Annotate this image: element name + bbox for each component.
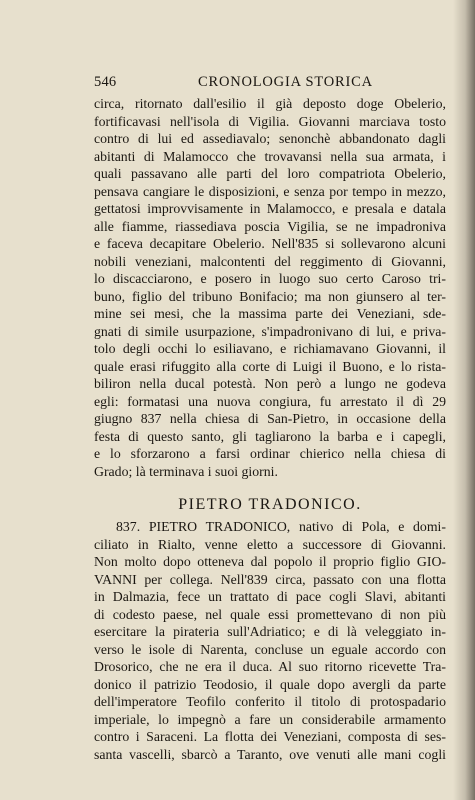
- text-line: contro i Saraceni. La flotta dei Veneziani, composta di ses-: [94, 729, 446, 744]
- text-line: Non molto dopo otteneva dal popolo il proprio figlio GIO-: [94, 554, 446, 569]
- page-number: 546: [94, 74, 117, 90]
- text-line: Grado; là terminava i suoi giorni.: [94, 463, 278, 479]
- gutter-shadow: [453, 0, 475, 800]
- text-line: mine sei mesi, che la massima parte dei Veneziani, sde-: [94, 306, 446, 321]
- text-line: donico il patrizio Teodosio, il quale dopo avergli da parte: [94, 676, 446, 692]
- text-line: gettatosi improvvisamente in Malamocco, e presala e datala: [94, 201, 446, 216]
- page-header: [94, 74, 446, 94]
- text-line: biliron nella ducal potestà. Non però a lungo ne godeva: [94, 376, 446, 391]
- text-line: gnati di simile usurpazione, s'impadronivano di lui, e priva-: [94, 323, 446, 339]
- text-line: dell'imperatore Teofilo conferito il titolo di protospadario: [94, 694, 446, 709]
- text-line: VANNI per collega. Nell'839 circa, passato con una flotta: [94, 571, 446, 587]
- text-line: e lo sforzarono a farsi ordinar chierico nella chiesa di: [94, 446, 446, 461]
- text-line: santa vascelli, sbarcò a Taranto, ove venuti alle mani cogli: [94, 746, 446, 762]
- text-line: fortificavasi nell'isola di Vigilia. Giovanni marciava tosto: [94, 113, 446, 129]
- text-line: egli: formatasi una nuova congiura, fu arrestato il dì 29: [94, 393, 446, 409]
- running-title: CRONOLOGIA STORICA: [198, 74, 373, 90]
- paragraph-obelerio: [94, 95, 446, 480]
- text-line: festa di questo santo, gli tagliarono la barba e i capegli,: [94, 428, 446, 444]
- text-line: quali passavano alle parti del loro compatriota Obelerio,: [94, 166, 446, 181]
- text-line: giugno 837 nella chiesa di San-Pietro, in occasione della: [94, 411, 446, 426]
- text-line: quale erasi rifuggito alla corte di Luigi il Buono, e lo rista-: [94, 358, 446, 374]
- text-line: esercitare la pirateria sull'Adriatico; e di là veleggiato in-: [94, 624, 446, 639]
- text-line: pensava cangiare le disposizioni, e senza por tempo in mezzo,: [94, 183, 446, 199]
- text-line: 837. PIETRO TRADONICO, nativo di Pola, e domi-: [116, 519, 446, 534]
- text-line: tolo degli occhi lo esiliavano, e richiamavano Giovanni, il: [94, 341, 446, 356]
- text-line: ciliato in Rialto, venne eletto a successore di Giovanni.: [94, 536, 446, 552]
- text-line: lo discacciarono, e posero in luogo suo certo Caroso tri-: [94, 271, 446, 286]
- paragraph-tradonico: [94, 518, 446, 763]
- text-line: imperiale, lo impegnò a fare un considerabile armamento: [94, 711, 446, 727]
- text-line: di codesto paese, nel quale essi promettevano di non più: [94, 606, 446, 622]
- text-line: contro di lui ed assediavalo; senonchè abbandonato dagli: [94, 131, 446, 146]
- text-line: abitanti di Malamocco che trovavansi nella sua armata, i: [94, 148, 446, 164]
- section-title: PIETRO TRADONICO.: [178, 496, 362, 513]
- text-line: alle fiamme, riassediava poscia Vigilia, se ne impadroniva: [94, 218, 446, 234]
- text-line: verso le isole di Narenta, concluse un eguale accordo con: [94, 641, 446, 657]
- text-line: buno, figlio del tribuno Bonifacio; ma non giunsero al ter-: [94, 288, 446, 304]
- text-line: Drosorico, che ne era il duca. Al suo ritorno ricevette Tra-: [94, 659, 446, 674]
- text-line: in Dalmazia, fece un trattato di pace cogli Slavi, abitanti: [94, 589, 446, 604]
- text-line: e faceva decapitare Obelerio. Nell'835 si sollevarono alcuni: [94, 236, 446, 251]
- text-line: circa, ritornato dall'esilio il già deposto doge Obelerio,: [94, 96, 446, 111]
- text-line: nobili veneziani, malcontenti del reggimento di Giovanni,: [94, 253, 446, 269]
